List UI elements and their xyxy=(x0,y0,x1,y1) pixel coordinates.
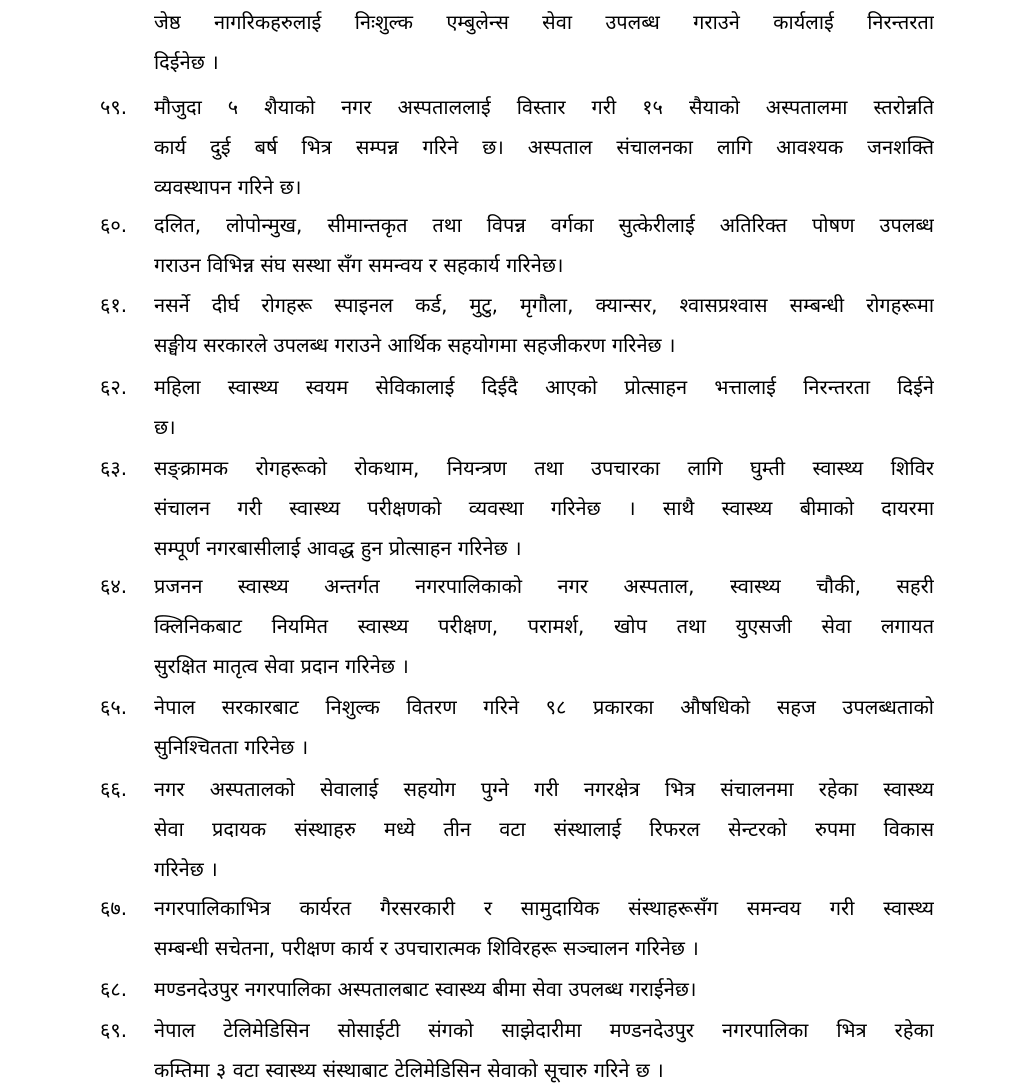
item-number: ६३. xyxy=(100,456,128,480)
item-number: ६७. xyxy=(100,896,128,920)
item-number: ६२. xyxy=(100,375,128,399)
paragraph-line: सम्बन्धी सचेतना, परीक्षण कार्य र उपचारात्मक शिविरहरू सञ्चालन गरिनेछ । xyxy=(154,936,699,960)
paragraph-line: गरिनेछ । xyxy=(154,857,218,881)
paragraph-line: जेष्ठ नागरिकहरुलाई निःशुल्क एम्बुलेन्स सेवा उपलब्ध गराउने कार्यलाई निरन्तरता xyxy=(154,10,934,34)
item-number: ६४. xyxy=(100,574,128,598)
list-item-64 xyxy=(100,566,934,686)
list-item-63 xyxy=(100,448,934,568)
item-number: ५९. xyxy=(100,95,128,119)
list-item-62 xyxy=(100,367,934,447)
paragraph-line: क्लिनिकबाट नियमित स्वास्थ्य परीक्षण, परामर्श, खोप तथा युएसजी सेवा लगायत xyxy=(154,614,934,638)
item-number: ६१. xyxy=(100,293,128,317)
paragraph-line: व्यवस्थापन गरिने छ। xyxy=(154,175,302,199)
paragraph-line: छ। xyxy=(154,415,176,439)
paragraph-line: सुरक्षित मातृत्व सेवा प्रदान गरिनेछ । xyxy=(154,654,409,678)
paragraph-line: सङ्घीय सरकारले उपलब्ध गराउने आर्थिक सहयोगमा सहजीकरण गरिनेछ । xyxy=(154,333,676,357)
item-number: ६५. xyxy=(100,695,128,719)
paragraph-line: संचालन गरी स्वास्थ्य परीक्षणको व्यवस्था गरिनेछ । साथै स्वास्थ्य बीमाको दायरमा xyxy=(154,496,934,520)
paragraph-line: कार्य दुई बर्ष भित्र सम्पन्न गरिने छ। अस्पताल संचालनका लागि आवश्यक जनशक्ति xyxy=(154,135,934,159)
paragraph-line: गराउन विभिन्न संघ सस्था सँग समन्वय र सहकार्य गरिनेछ। xyxy=(154,253,564,277)
paragraph-line: मौजुदा ५ शैयाको नगर अस्पताललाई विस्तार गरी १५ सैयाको अस्पतालमा स्तरोन्नति xyxy=(154,95,934,119)
paragraph-line: दलित, लोपोन्मुख, सीमान्तकृत तथा विपन्न वर्गका सुत्केरीलाई अतिरिक्त पोषण उपलब्ध xyxy=(154,213,934,237)
list-item-60 xyxy=(100,205,934,285)
paragraph-line: सेवा प्रदायक संस्थाहरु मध्ये तीन वटा संस्थालाई रिफरल सेन्टरको रुपमा विकास xyxy=(154,817,934,841)
item-number: ६८. xyxy=(100,977,128,1001)
paragraph-line: दिईनेछ । xyxy=(154,50,219,74)
paragraph-line: नगरपालिकाभित्र कार्यरत गैरसरकारी र सामुदायिक संस्थाहरूसँग समन्वय गरी स्वास्थ्य xyxy=(154,896,934,920)
paragraph-line: नेपाल सरकारबाट निशुल्क वितरण गरिने ९८ प्रकारका औषधिको सहज उपलब्धताको xyxy=(154,695,934,719)
paragraph-line: नेपाल टेलिमेडिसिन सोसाईटी संगको साझेदारीमा मण्डनदेउपुर नगरपालिका भित्र रहेका xyxy=(154,1018,934,1042)
paragraph-line: सङ्क्रामक रोगहरूको रोकथाम, नियन्त्रण तथा उपचारका लागि घुम्ती स्वास्थ्य शिविर xyxy=(154,456,934,480)
list-item-69 xyxy=(100,1010,934,1090)
list-item-68 xyxy=(100,969,934,1009)
paragraph-line: सम्पूर्ण नगरबासीलाई आवद्ध हुन प्रोत्साहन गरिनेछ । xyxy=(154,536,522,560)
list-item-67 xyxy=(100,888,934,968)
item-number: ६०. xyxy=(100,213,128,237)
list-item-65 xyxy=(100,687,934,767)
list-item-59 xyxy=(100,87,934,207)
paragraph-line: नसर्ने दीर्घ रोगहरू स्पाइनल कर्ड, मुटु, मृगौला, क्यान्सर, श्वासप्रश्वास सम्बन्धी रोगहरूमा xyxy=(154,293,934,317)
paragraph-line: नगर अस्पतालको सेवालाई सहयोग पुग्ने गरी नगरक्षेत्र भित्र संचालनमा रहेका स्वास्थ्य xyxy=(154,777,934,801)
intro-paragraph xyxy=(100,2,934,82)
paragraph-line: सुनिश्चितता गरिनेछ । xyxy=(154,735,309,759)
paragraph-line: प्रजनन स्वास्थ्य अन्तर्गत नगरपालिकाको नगर अस्पताल, स्वास्थ्य चौकी, सहरी xyxy=(154,574,934,598)
list-item-61 xyxy=(100,285,934,365)
paragraph-line: कम्तिमा ३ वटा स्वास्थ्य संस्थाबाट टेलिमेडिसिन सेवाको सूचारु गरिने छ । xyxy=(154,1058,664,1082)
list-item-66 xyxy=(100,769,934,889)
item-number: ६६. xyxy=(100,777,128,801)
paragraph-line: मण्डनदेउपुर नगरपालिका अस्पतालबाट स्वास्थ्य बीमा सेवा उपलब्ध गराईनेछ। xyxy=(154,977,697,1001)
paragraph-line: महिला स्वास्थ्य स्वयम सेविकालाई दिईदै आएको प्रोत्साहन भत्तालाई निरन्तरता दिईने xyxy=(154,375,934,399)
item-number: ६९. xyxy=(100,1018,128,1042)
